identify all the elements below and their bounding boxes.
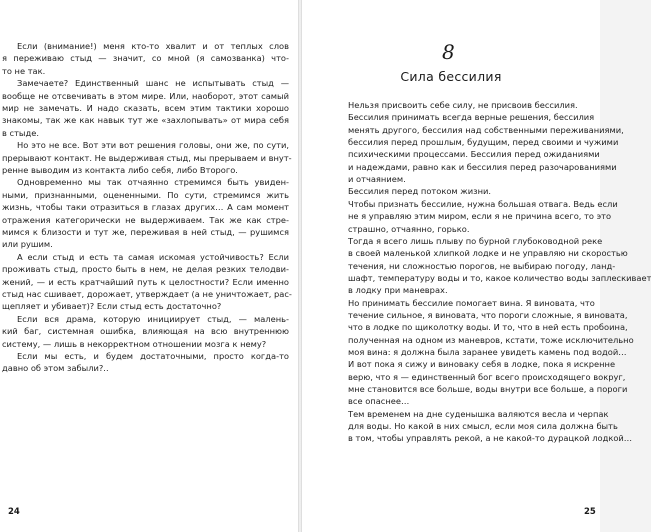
text-line: проживать стыд, просто быть в нем, не делая резких телодви- [2, 264, 289, 275]
text-line: жений, — и есть кратчайший путь к целостности? Если именно [2, 276, 289, 287]
chapter-number: 8 [442, 40, 455, 64]
text-line: полученная на одном из маневров, кстати, тоже исключительно [348, 334, 634, 345]
text-line: щепляет и убивает)? Если стыд есть достаточно? [2, 301, 222, 312]
text-line: в том, чтобы управлять рекой, а не какой-то дурацкой лодкой… [348, 433, 633, 444]
text-line: Тогда я всего лишь плыву по бурной глубоководной реке [348, 235, 603, 246]
left-page [0, 0, 298, 532]
text-line: жизнь, чтобы таки отразиться в глазах других… А сам момент [2, 202, 289, 213]
page-number: 24 [8, 507, 20, 517]
chapter-title: Сила бессилия [400, 69, 502, 84]
text-line: давно об этом забыли?.. [2, 363, 109, 374]
text-line: мимся к близости и тут же, переживая в ней стыд, — рушимся [2, 227, 289, 237]
text-line: в лодку при маневрах. [348, 285, 448, 296]
text-line: знакомы, так же как навык тут же «захлопывать» от мира себя [2, 115, 289, 126]
text-line: И вот пока я сижу и виноваку себя в лодке, пока я искренне [348, 359, 616, 370]
text-line: бессилия перед прошлым, будущим, перед своими и чужими [348, 137, 619, 148]
text-line: менять другого, бессилия над собственными переживаниями, [348, 124, 624, 135]
text-line: Если мы есть, и будем достаточными, просто когда-то [17, 351, 289, 361]
text-line: я переживаю стыд — значит, со мной (я самозванка) что- [2, 53, 289, 64]
text-line: все опаснее… [348, 396, 410, 407]
text-line: шафт, температуру воды и то, какое количество воды заплескивает [348, 272, 651, 283]
text-line: стыд нас сшивает, дорожает, утверждает (а не уничтожает, рас- [2, 289, 292, 299]
text-line: Одновременно мы так отчаянно стремимся быть увиден- [17, 177, 289, 188]
text-line: моя вина: я должна была заранее увидеть камень под водой… [348, 347, 627, 357]
text-line: мир не замечать. И надо сказать, всем этим тактики хорошо [2, 103, 289, 113]
text-line: прерывают контакт. Не выдерживая стыд, мы прерываем и внут- [2, 152, 292, 163]
text-line: Если (внимание!) меня кто-то хвалит и от теплых слов [17, 41, 289, 51]
text-line: мне становится все больше, воды внутри все больше, а пороги [348, 384, 628, 395]
text-line: Но принимать бессилие помогает вина. Я виновата, что [348, 297, 595, 308]
text-line: и надеждами, равно как и бессилия перед разочарованиями [348, 161, 617, 172]
text-line: Нельзя присвоить себе силу, не присвоив бессилия. [348, 100, 578, 110]
text-line: то не так. [2, 65, 46, 76]
text-line: не я управляю этим миром, если я не причина всего, то это [348, 211, 612, 222]
text-line: страшно, отчаянно, горько. [348, 223, 470, 234]
text-line: Если вся драма, которую инициирует стыд, — малень- [17, 313, 289, 324]
text-line: Замечаете? Единственный шанс не испытывать стыд — [17, 78, 289, 89]
text-line: течения, ни сложностью порогов, не выбираю погоду, ланд- [348, 260, 616, 271]
text-line: А если стыд и есть та самая искомая устойчивость? Если [17, 251, 289, 262]
text-line: Чтобы признать бессилие, нужна большая отвага. Ведь если [348, 198, 618, 209]
text-line: Бессилия принимать всегда верные решения, бессилия [348, 112, 595, 123]
page-number: 25 [584, 507, 596, 517]
text-line: ными, признанными, оцененными. По сути, стремимся жить [2, 189, 289, 200]
text-line: в своей маленькой хлипкой лодке и не управляю ни скоростью [348, 248, 628, 259]
text-line: Но это не все. Вот эти вот решения головы, они же, по сути, [17, 140, 289, 151]
text-line: и отчаянием. [348, 174, 406, 185]
text-line: вообще не отсвечивать в этом мире. Или, наоборот, этот самый [2, 90, 289, 101]
text-line: систему, — лишь в некорректном отношении мозга к нему? [2, 338, 267, 349]
text-line: ренне выводим из контакта либо себя, либо Второго. [2, 165, 238, 175]
text-line: Бессилия перед потоком жизни. [348, 186, 492, 197]
text-line: психическими процессами. Бессилия перед ожиданиями [348, 149, 600, 160]
text-line: в стыде. [2, 127, 39, 138]
text-line: что в лодке по щиколотку воды. И то, что в ней есть пробоина, [348, 322, 628, 333]
text-line: верю, что я — единственный бог всего происходящего вокруг, [348, 371, 626, 382]
text-line: отражения категорически не выдерживаем. Так же как стре- [2, 214, 289, 225]
right-page [302, 0, 651, 532]
text-line: для воды. Но какой в них смысл, если моя сила должна быть [348, 421, 618, 432]
text-line: Тем временем на дне суденышка валяются весла и черпак [348, 408, 609, 419]
text-line: течение сильное, я виновата, что пороги сложные, я виновата, [348, 309, 628, 320]
text-line: кий баг, системная ошибка, влияющая на всю внутреннюю [2, 326, 289, 337]
text-line: или рушим. [2, 239, 53, 250]
